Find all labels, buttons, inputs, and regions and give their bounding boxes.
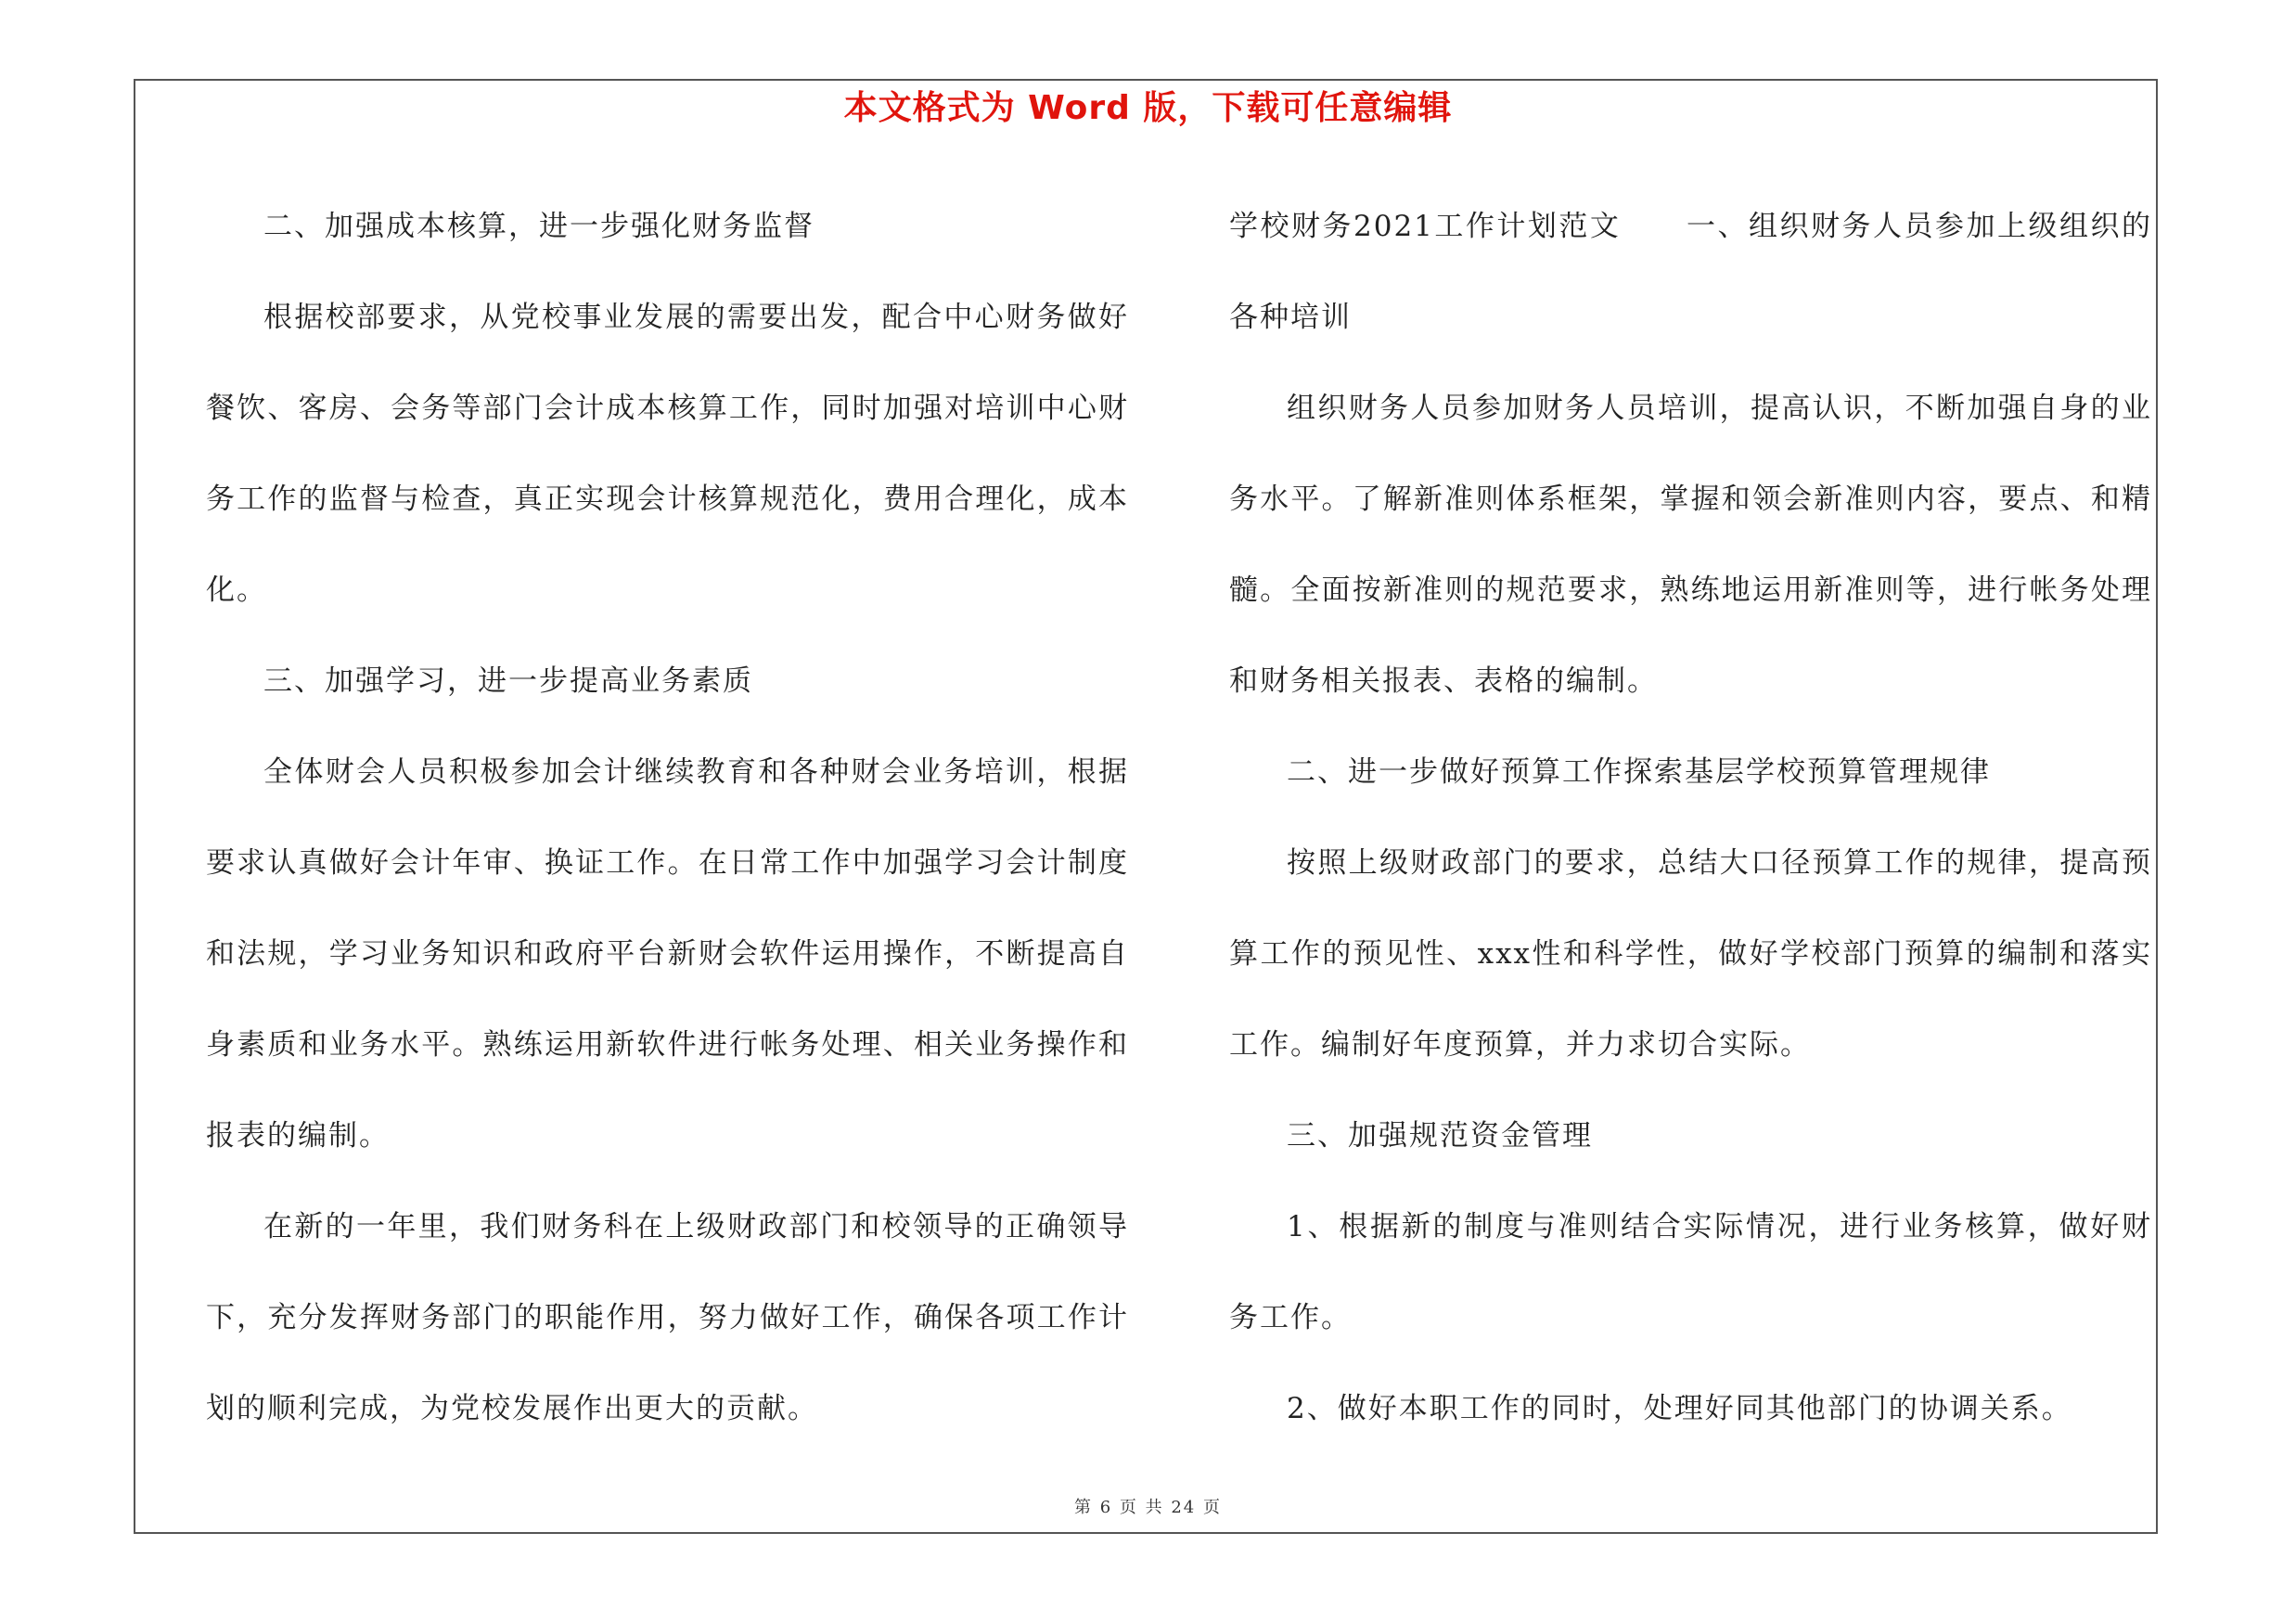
paragraph-conclusion: 在新的一年里，我们财务科在上级财政部门和校领导的正确领导下，充分发挥财务部门的职能作用，努力做好工作，确保各项工作计划的顺利完成，为党校发展作出更大的贡献。 — [206, 1210, 1129, 1425]
paragraph-funds-item-1: 1、根据新的制度与准则结合实际情况，进行业务核算，做好财务工作。 — [1229, 1210, 2152, 1334]
paragraph-funds-item-2: 2、做好本职工作的同时，处理好同其他部门的协调关系。 — [1287, 1392, 2072, 1425]
word-format-banner: 本文格式为 Word 版，下载可任意编辑 — [843, 89, 1453, 127]
section-heading-training: 一、组织财务人员参加上级组织的各种培训 — [1229, 210, 2152, 334]
paragraph-study: 全体财会人员积极参加会计继续教育和各种财会业务培训，根据要求认真做好会计年审、换证工作。在日常工作中加强学习会计制度和法规，学习业务知识和政府平台新财会软件运用操作，不断提高自身素质和业务水平。熟练运用新软件进行帐务处理、相关业务操作和报表的编制。 — [206, 755, 1129, 1153]
paragraph-budget: 按照上级财政部门的要求，总结大口径预算工作的规律，提高预算工作的预见性、xxx性和科学性，做好学校部门预算的编制和落实工作。编制好年度预算，并力求切合实际。 — [1229, 846, 2152, 1062]
section-heading-cost-accounting: 二、加强成本核算，进一步强化财务监督 — [263, 210, 815, 243]
right-column — [1229, 181, 2152, 1454]
section-heading-budget: 二、进一步做好预算工作探索基层学校预算管理规律 — [1287, 755, 1991, 789]
paragraph-cost-accounting: 根据校部要求，从党校事业发展的需要出发，配合中心财务做好餐饮、客房、会务等部门会计成本核算工作，同时加强对培训中心财务工作的监督与检查，真正实现会计核算规范化，费用合理化，成本化。 — [206, 301, 1129, 607]
left-column — [206, 181, 1129, 1454]
section-heading-study: 三、加强学习，进一步提高业务素质 — [263, 664, 753, 698]
section-heading-funds: 三、加强规范资金管理 — [1287, 1119, 1593, 1153]
doc-title: 学校财务2021工作计划范文 — [1229, 210, 1622, 243]
paragraph-training: 组织财务人员参加财务人员培训，提高认识，不断加强自身的业务水平。了解新准则体系框架，掌握和领会新准则内容，要点、和精髓。全面按新准则的规范要求，熟练地运用新准则等，进行帐务处理和财务相关报表、表格的编制。 — [1229, 392, 2152, 698]
doc-title-paragraph — [1229, 181, 2152, 363]
page-number: 第 6 页 共 24 页 — [1074, 1498, 1222, 1517]
